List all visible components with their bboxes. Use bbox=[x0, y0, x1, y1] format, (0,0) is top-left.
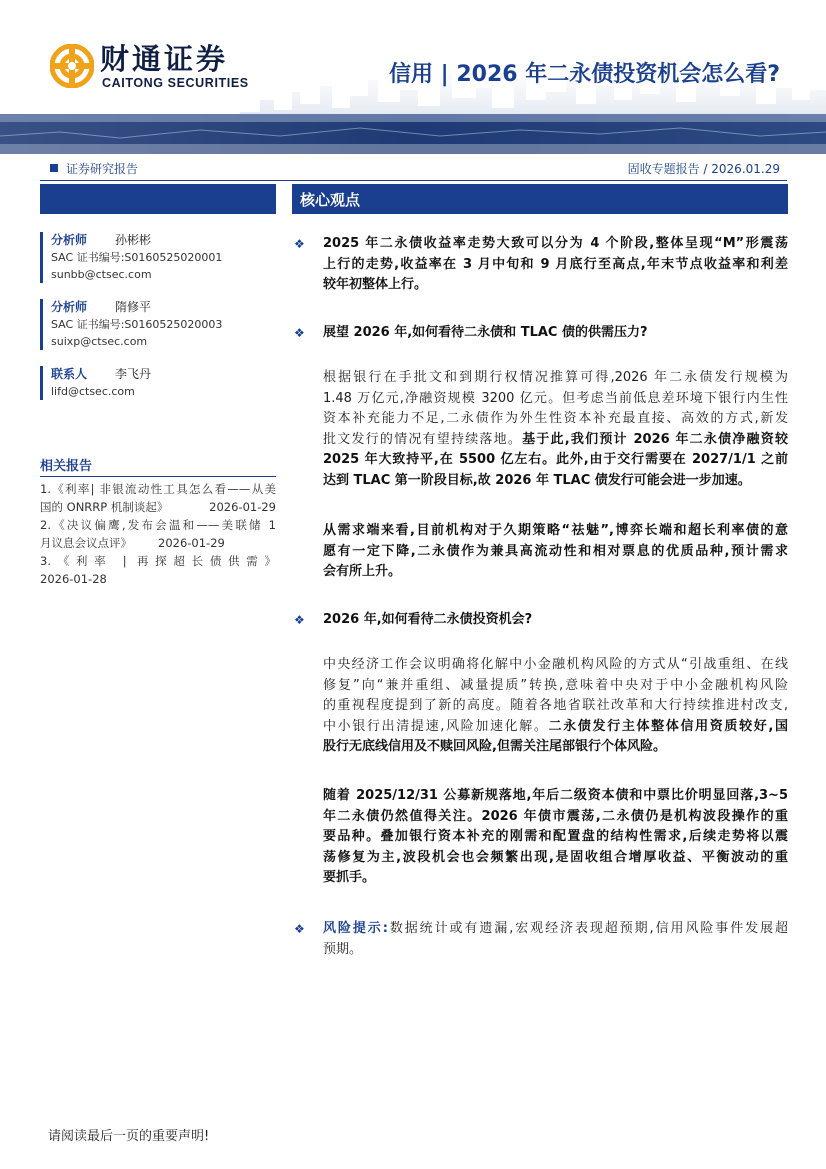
diamond-bullet-icon: ❖ bbox=[294, 326, 305, 340]
paragraph-risk-resolution: 中央经济工作会议明确将化解中小金融机构风险的方式从“引战重组、在线 修复”向“兼并重组、减量提质”转换,意味着中央对于中小金融机构风险 的重视程度提到了新的高度。随着各地省联社改革和大行持续推进村改支, 中小银行出清提速,风险加速化解。二永债发行主体整体信用资质较好,国 股行无底线信用及不赎回风险,但需关注尾部银行个体风险。 bbox=[323, 657, 788, 754]
paragraph-supply-forecast: 根据银行在手批文和到期行权情况推算可得,2026 年二永债发行规模为 1.48 万亿元,净融资规模 3200 亿元。但考虑当前低息差环境下银行内生性 资本补充能力不足,二永债作为外生性资本补充最直接、高效的方式,新发 批文发行的情况有望持续落地。基于此,我们预计 2026 年二永债净融资较 2025 年大致持平,在 5500 亿左右。此外,由于交行需要在 2027/1/1 之前 达到 TLAC 第一阶段目标,故 2026 年 TLAC 债发行可能会进一步加速。 bbox=[323, 370, 788, 488]
analyst-name: 隋修平 bbox=[115, 300, 152, 314]
related-reports-divider bbox=[40, 476, 276, 477]
logo-english-name: CAITONG SECURITIES bbox=[102, 76, 249, 90]
paragraph-demand-side: 从需求端来看,目前机构对于久期策略“祛魅”,博弈长端和超长利率债的意 愿有一定下降,二永债作为兼具高流动性和相对票息的优质品种,预计需求 会有所上升。 bbox=[323, 523, 788, 579]
report-title: 信用 | 2026 年二永债投资机会怎么看? bbox=[388, 62, 780, 87]
analyst-license: SAC 证书编号:S0160525020001 bbox=[51, 251, 223, 264]
analyst-card bbox=[40, 232, 287, 283]
diamond-bullet-icon: ❖ bbox=[294, 237, 305, 251]
contact-email[interactable]: lifd@ctsec.com bbox=[51, 385, 135, 398]
analyst-email[interactable]: sunbb@ctsec.com bbox=[51, 268, 152, 281]
report-type-label: 证券研究报告 bbox=[66, 162, 139, 176]
bullet-heading-opportunity: 2026 年,如何看待二永债投资机会? bbox=[323, 612, 533, 627]
analyst-email[interactable]: suixp@ctsec.com bbox=[51, 335, 148, 348]
core-views-header-bar bbox=[292, 184, 788, 214]
meta-divider bbox=[40, 180, 787, 181]
analyst-role: 分析师 bbox=[51, 233, 88, 247]
risk-warning: 风险提示:数据统计或有遗漏,宏观经济表现超预期,信用风险事件发展超 预期。 bbox=[323, 921, 788, 957]
analyst-name: 孙彬彬 bbox=[115, 233, 152, 247]
contact-role: 联系人 bbox=[51, 367, 88, 381]
risk-warning-label: 风险提示: bbox=[323, 921, 388, 936]
contact-card bbox=[40, 366, 287, 400]
bullet-summary-2025: 2025 年二永债收益率走势大致可以分为 4 个阶段,整体呈现“M”形震荡 上行的走势,收益率在 3 月中旬和 9 月底行至高点,年末节点收益率和利差 较年初整体上行。 bbox=[323, 236, 788, 292]
footer-disclaimer-note: 请阅读最后一页的重要声明! bbox=[48, 1129, 210, 1144]
related-reports-title: 相关报告 bbox=[40, 459, 93, 474]
core-views-title: 核心观点 bbox=[300, 191, 361, 209]
related-report-item[interactable]: 1.《利率| 非银流动性工具怎么看——从美 国的 ONRRP 机制谈起》 2026-01-29 bbox=[40, 482, 276, 514]
report-type-square-icon bbox=[50, 164, 58, 172]
related-report-item[interactable]: 2.《决议偏鹰,发布会温和——美联储 1 月议息会议点评》 2026-01-29 bbox=[40, 518, 276, 550]
report-date-line: 固收专题报告 / 2026.01.29 bbox=[627, 162, 780, 176]
analyst-role: 分析师 bbox=[51, 300, 88, 314]
paragraph-investment-view: 随着 2025/12/31 公募新规落地,年后二级资本债和中票比价明显回落,3~5 年二永债仍然值得关注。2026 年债市震荡,二永债仍是机构波段操作的重 要品种。叠加银行资本补充的刚需和配置盘的结构性需求,后续走势将以震 荡修复为主,波段机会也会频繁出现,是固收组合增厚收益、平衡波动的重 要抓手。 bbox=[323, 788, 788, 885]
analyst-card bbox=[40, 299, 287, 350]
bullet-heading-supply: 展望 2026 年,如何看待二永债和 TLAC 债的供需压力? bbox=[323, 325, 648, 340]
logo-chinese-name: 财通证券 bbox=[100, 42, 229, 76]
diamond-bullet-icon: ❖ bbox=[294, 613, 305, 627]
diamond-bullet-icon: ❖ bbox=[294, 922, 305, 936]
related-reports-list bbox=[40, 480, 276, 588]
analyst-license: SAC 证书编号:S0160525020003 bbox=[51, 318, 223, 331]
contact-name: 李飞丹 bbox=[115, 367, 152, 381]
header-banner-strip bbox=[0, 114, 826, 154]
sidebar-header-bar bbox=[40, 184, 276, 214]
related-report-item[interactable]: 3.《利率 | 再探超长债供需》 2026-01-28 bbox=[40, 554, 276, 586]
caitong-logo-icon bbox=[50, 44, 94, 88]
